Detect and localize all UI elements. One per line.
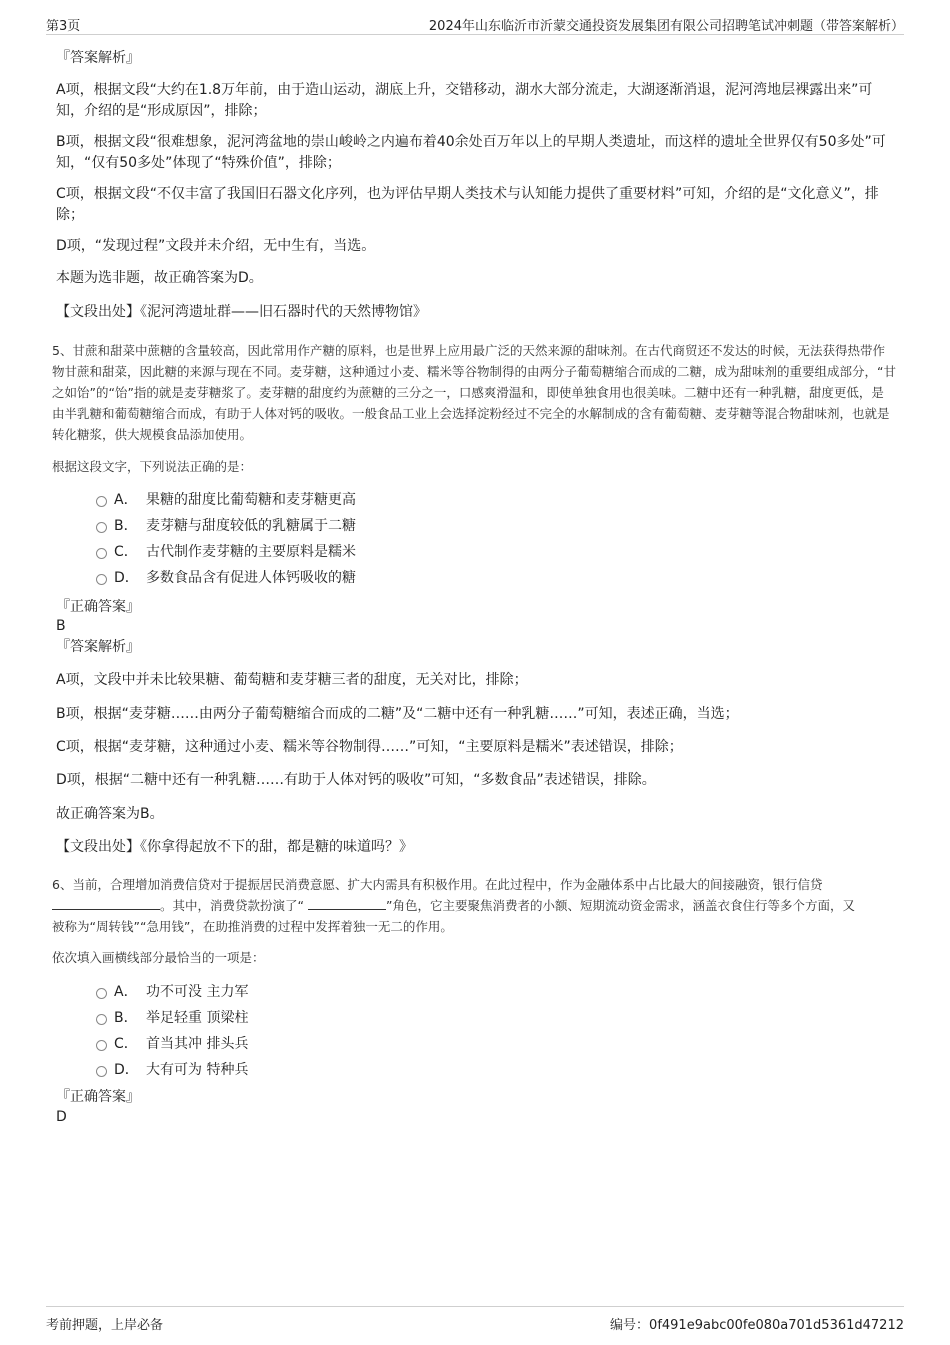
option-letter: D． [114,570,139,586]
question-5-prompt: 根据这段文字，下列说法正确的是： [52,459,253,474]
radio-button[interactable] [96,1014,107,1025]
radio-button[interactable] [96,988,107,999]
option-a[interactable] [56,979,896,1005]
passage-source: 【文段出处】《泥河湾遗址群——旧石器时代的天然博物馆》 [56,304,427,320]
option-text: 古代制作麦芽糖的主要原料是糯米 [146,544,356,560]
option-a[interactable] [56,487,896,513]
page-header [46,12,904,35]
radio-button[interactable] [96,1040,107,1051]
option-text: 麦芽糖与甜度较低的乳糖属于二糖 [146,518,356,534]
option-b[interactable] [56,1005,896,1031]
question-5-passage: 5、甘蔗和甜菜中蔗糖的含量较高，因此常用作产糖的原料，也是世界上应用最广泛的天然来源的甜味剂。在古代商贸还不发达的时候，无法获得热带作物甘蔗和甜菜，因此糖的来源与现在不同。麦芽糖，这种通过小麦、糯米等谷物制得的由两分子葡萄糖缩合而成的二糖，成为甜味剂的重要组成部分，“甘之如饴”的“饴”指的就是麦芽糖浆了。麦芽糖的甜度约为蔗糖的三分之一，口感爽滑温和，即使单独食用也很美味。二糖中还有一种乳糖，甜度更低，是由半乳糖和葡萄糖缩合而成，有助于人体对钙的吸收。一般食品工业上会选择淀粉经过不完全的水解制成的含有葡萄糖、麦芽糖等混合物甜味剂，也就是转化糖浆，供大规模食品添加使用。 [52,343,896,442]
option-letter: C． [114,1036,138,1052]
option-d[interactable] [56,1057,896,1083]
analysis-heading: 『答案解析』 [56,639,140,655]
option-c[interactable] [56,539,896,565]
option-letter: B． [114,1010,138,1026]
document-title: 2024年山东临沂市沂蒙交通投资发展集团有限公司招聘笔试冲刺题（带答案解析） [428,19,904,34]
analysis-conclusion: 故正确答案为B。 [56,806,164,822]
radio-button[interactable] [96,548,107,559]
option-b[interactable] [56,513,896,539]
analysis-conclusion: 本题为选非题，故正确答案为D。 [56,270,263,286]
question-6-passage [52,874,896,937]
option-letter: B． [114,518,138,534]
analysis-option-a: A项，根据文段“大约在1.8万年前，由于造山运动，湖底上升，交错移动，湖水大部分流走，大湖逐渐消退，泥河湾地层裸露出来”可知，介绍的是“形成原因”，排除； [56,82,873,119]
analysis-option-b: B项，根据“麦芽糖……由两分子葡萄糖缩合而成的二糖”及“二糖中还有一种乳糖……”可知，表述正确，当选； [56,706,739,722]
analysis-option-a: A项，文段中并未比较果糖、葡萄糖和麦芽糖三者的甜度，无关对比，排除； [56,672,528,688]
footer-slogan: 考前押题，上岸必备 [46,1318,164,1333]
passage-text: ”角色，它主要聚焦消费者的小额、短期流动资金需求，涵盖衣食住行等多个方面，又 [385,898,855,913]
passage-text: 。其中，消费贷款扮演了“ [160,898,304,913]
option-text: 多数食品含有促进人体钙吸收的糖 [146,570,356,586]
option-text: 功不可没 主力军 [146,984,249,1000]
analysis-heading: 『答案解析』 [56,50,140,66]
option-letter: C． [114,544,138,560]
radio-button[interactable] [96,522,107,533]
analysis-option-b: B项，根据文段“很难想象，泥河湾盆地的崇山峻岭之内遍布着40余处百万年以上的早期人类遗址，而这样的遗址全世界仅有50多处”可知，“仅有50多处”体现了“特殊价值”，排除； [56,134,886,171]
radio-button[interactable] [96,1066,107,1077]
page-number: 第3页 [46,19,81,34]
option-text: 首当其冲 排头兵 [146,1036,249,1052]
fill-blank-1 [52,897,160,910]
document-id: 编号：0f491e9abc00fe080a701d5361d47212 [610,1318,904,1333]
correct-answer-heading: 『正确答案』 [56,1089,140,1105]
fill-blank-2 [308,897,386,910]
correct-answer-heading: 『正确答案』 [56,599,140,615]
question-6-options [56,979,896,1083]
page-footer [46,1306,904,1337]
correct-answer: D [56,1109,67,1125]
analysis-option-c: C项，根据文段“不仅丰富了我国旧石器文化序列，也为评估早期人类技术与认知能力提供了重要材料”可知，介绍的是“文化意义”，排除； [56,186,879,223]
correct-answer: B [56,618,66,634]
option-letter: D． [114,1062,139,1078]
option-c[interactable] [56,1031,896,1057]
question-5-options [56,487,896,591]
option-d[interactable] [56,565,896,591]
option-text: 举足轻重 顶梁柱 [146,1010,249,1026]
option-text: 果糖的甜度比葡萄糖和麦芽糖更高 [146,492,356,508]
analysis-option-c: C项，根据“麦芽糖，这种通过小麦、糯米等谷物制得……”可知，“主要原料是糯米”表述错误，排除； [56,739,683,755]
option-letter: A． [114,492,138,508]
radio-button[interactable] [96,496,107,507]
passage-text: 被称为“周转钱”“急用钱”，在助推消费的过程中发挥着独一无二的作用。 [52,919,453,934]
passage-text: 6、当前，合理增加消费信贷对于提振居民消费意愿、扩大内需具有积极作用。在此过程中，作为金融体系中占比最大的间接融资，银行信贷 [52,877,823,892]
passage-source: 【文段出处】《你拿得起放不下的甜，都是糖的味道吗？》 [56,839,413,855]
question-6-prompt: 依次填入画横线部分最恰当的一项是： [52,950,265,965]
radio-button[interactable] [96,574,107,585]
analysis-option-d: D项，根据“二糖中还有一种乳糖……有助于人体对钙的吸收”可知，“多数食品”表述错误，排除。 [56,772,656,788]
analysis-option-d: D项，“发现过程”文段并未介绍，无中生有，当选。 [56,238,376,254]
option-letter: A． [114,984,138,1000]
option-text: 大有可为 特种兵 [146,1062,249,1078]
